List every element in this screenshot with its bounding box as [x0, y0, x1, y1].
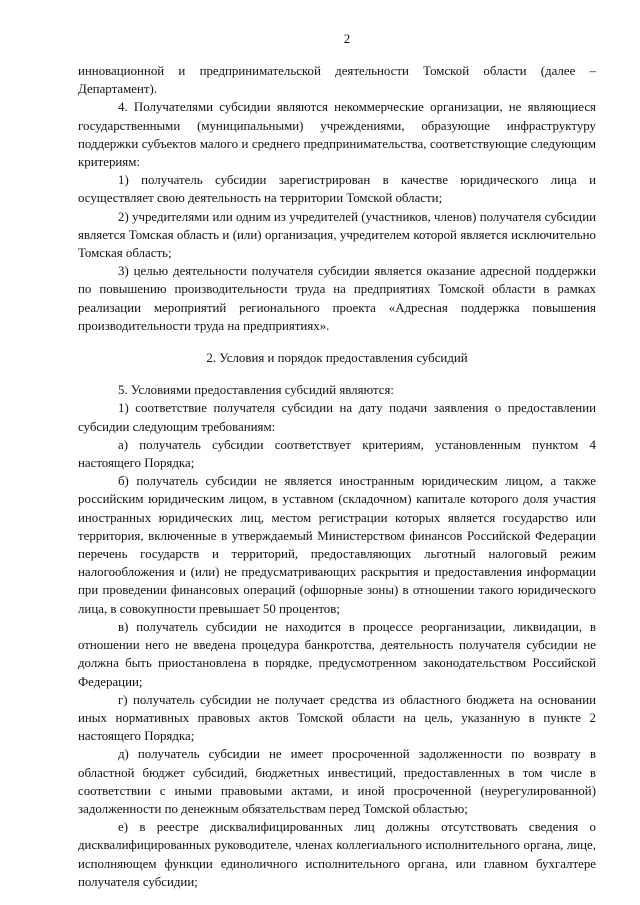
page-number: 2 — [343, 32, 351, 46]
clause-5-subitem-v: в) получатель субсидии не находится в процессе реорганизации, ликвидации, в отношении него не введена процедура банкротства, деятельность получателя субсидии не должна быть приостановлена в порядке, предусмотренном законодательством Российской Федерации; — [78, 619, 596, 689]
section-2-heading: 2. Условия и порядок предоставления субсидий — [206, 351, 468, 366]
clause-5-intro: 5. Условиями предоставления субсидий являются: — [118, 383, 395, 398]
clause-4-item-3: 3) целью деятельности получателя субсидии является оказание адресной поддержки по повышению производительности труда на предприятиях Томской области в рамках реализации мероприятий регионального проекта «Адресная поддержка повышения производительности труда на предприятиях». — [78, 264, 596, 333]
document-page — [78, 30, 596, 891]
clause-5-subitem-e: е) в реестре дисквалифицированных лиц должны отсутствовать сведения о дисквалифицированных руководителе, членах коллегиального исполнительного органа, лице, исполняющем функции единоличного исполнительного органа, или главном бухгалтере получателя субсидии; — [78, 820, 596, 889]
clause-4-intro: 4. Получателями субсидии являются некоммерческие организации, не являющиеся государственными (муниципальными) учреждениями, образующие инфраструктуру поддержки субъектов малого и среднего предпринимательства, соответствующие следующим критериям: — [78, 100, 596, 170]
clause-5-subitem-d: д) получатель субсидии не имеет просроченной задолженности по возврату в областной бюджет субсидий, бюджетных инвестиций, предоставленных в том числе в соответствии с иными правовыми актами, и иной просроченной (неурегулированной) задолженности по денежным обязательствам перед Томской областью; — [78, 747, 596, 816]
clause-5-item-1: 1) соответствие получателя субсидии на дату подачи заявления о предоставлении субсидии следующим требованиям: — [78, 401, 596, 434]
clause-5-subitem-b: б) получатель субсидии не является иностранным юридическим лицом, а также российским юридическим лицом, в уставном (складочном) капитале которого доля участия иностранных юридических лиц, местом регистрации которых является государство или территория, включенные в утверждаемый Министерством финансов Российской Федерации перечень государств и территорий, предоставляющих льготный налоговый режим налогообложения и (или) не предусматривающих раскрытия и предоставления информации при проведении финансовых операций (офшорные зоны) в отношении такого юридического лица, в совокупности превышает 50 процентов; — [78, 474, 596, 616]
clause-5-subitem-g: г) получатель субсидии не получает средства из областного бюджета на основании иных нормативных правовых актов Томской области на цель, указанную в пункте 2 настоящего Порядка; — [78, 692, 596, 744]
clause-5-subitem-a: а) получатель субсидии соответствует критериям, установленным пунктом 4 настоящего Порядка; — [78, 437, 596, 471]
continuation-paragraph: инновационной и предпринимательской деятельности Томской области (далее – Департамент). — [78, 64, 596, 97]
clause-4-item-2: 2) учредителями или одним из учредителей (участников, членов) получателя субсидии является Томская область и (или) организация, учредителем которой является исключительно Томская область; — [78, 209, 596, 261]
clause-4-item-1: 1) получатель субсидии зарегистрирован в качестве юридического лица и осуществляет свою деятельность на территории Томской области; — [78, 173, 596, 206]
